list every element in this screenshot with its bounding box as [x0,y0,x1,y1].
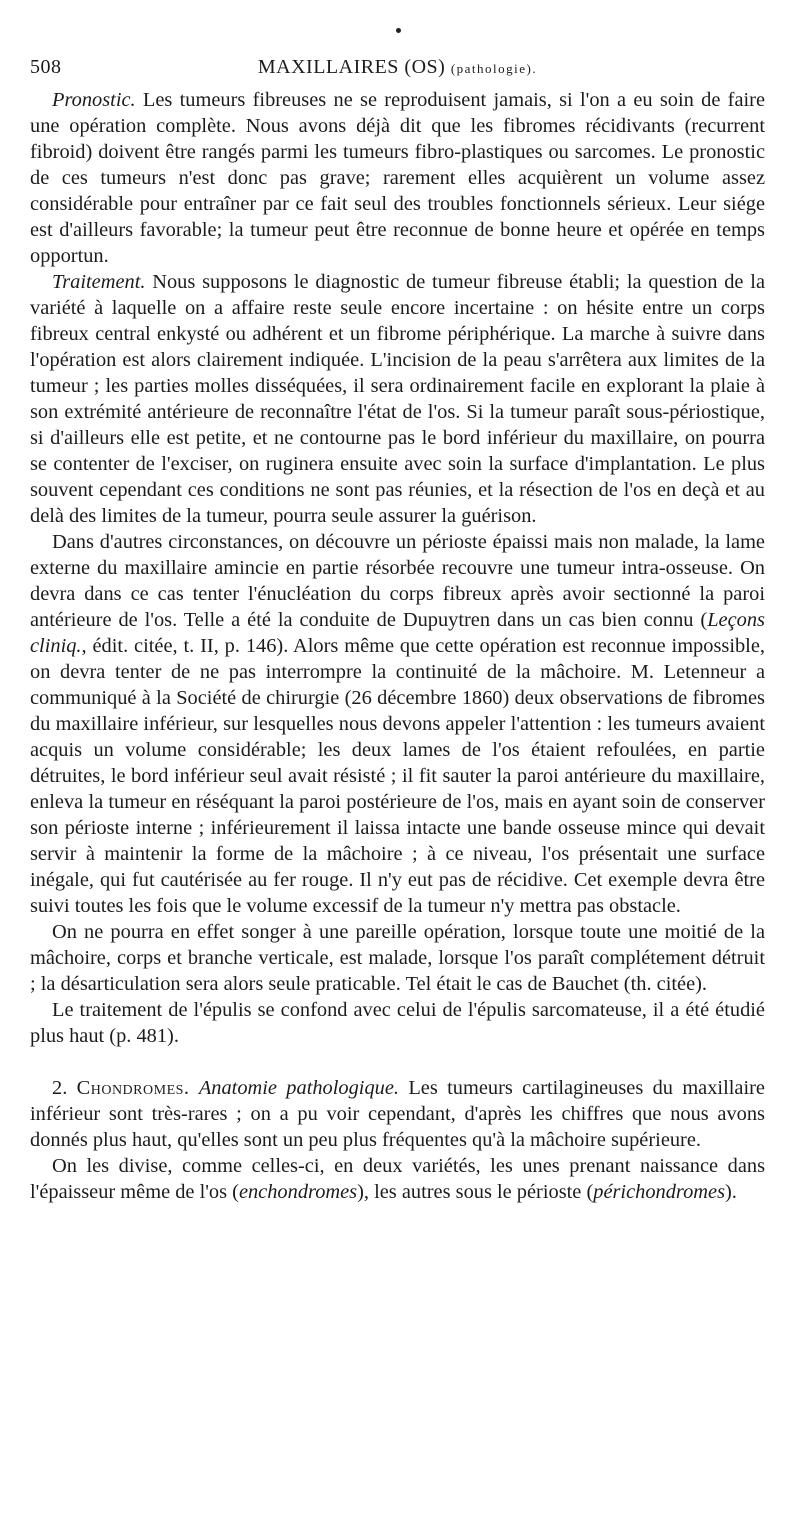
page-number: 508 [30,56,62,78]
term-enchondromes: enchondromes [238,1181,358,1203]
citation-lecons: Leçons cliniq. [30,609,765,657]
text-traitement: Nous supposons le diagnostic de tumeur fibreuse établi; la question de la variété à laquelle on a affaire reste seule encore incertaine : on hésite entre un corps fibreux central enkysté ou adhérent et un fibrome périphérique. La marche à suivre dans l'opération est alors clairement indiquée. L'incision de la peau s'arrêtera aux limites de la tumeur ; les parties molles disséquées, il sera ordinairement facile en explorant la plaie à son extrémité antérieure de reconnaître l'état de l'os. Si la tumeur paraît sous-périostique, si d'ailleurs elle est petite, et ne contourne pas le bord inférieur du maxillaire, on pourra se contenter de l'exciser, on ruginera ensuite avec soin la surface d'implantation. Le plus souvent cependant ces conditions ne sont pas réunies, et la résection de l'os en deçà et au delà des limites de la tumeur, pourra seule assurer la guérison. [30,271,765,527]
lead-traitement: Traitement. [52,271,146,293]
running-header [30,56,765,79]
text-chondromes: Les tumeurs cartilagineuses du maxillaire inférieur sont très-rares ; on a pu voir cependant, d'après les chiffres que nous avons donnés plus haut, qu'elles sont un peu plus fréquentes qu'à la mâchoire supérieure. [30,1077,765,1151]
running-title-sub: (pathologie). [450,61,538,76]
paragraph-varietes [30,1153,765,1205]
paragraph-chondromes [30,1075,765,1153]
paragraph-desarticulation [30,919,765,997]
running-title [90,56,765,79]
text-desarticulation: On ne pourra en effet songer à une pareille opération, lorsque toute une moitié de la mâchoire, corps et branche verticale, est malade, lorsque l'os paraît complétement détruit ; la désarticulation sera alors seule praticable. Tel était le cas de Bauchet (th. citée). [30,921,765,995]
print-mark [396,28,401,33]
text-circonstances-b: , édit. citée, t. II, p. 146). Alors même que cette opération est reconnue impossible, on devra tenter de ne pas interrompre la continuité de la mâchoire. M. Letenneur a communiqué à la Société de chirurgie (26 décembre 1860) deux observations de fibromes du maxillaire inférieur, sur lesquelles nous devons appeler l'attention : les tumeurs avaient acquis un volume considérable; les deux lames de l'os étaient refoulées, en partie détruites, le bord inférieur seul avait résisté ; il fit sauter la paroi antérieure du maxillaire, enleva la tumeur en réséquant la paroi postérieure de l'os, mais en ayant soin de conserver son périoste interne ; inférieurement il laissa intacte une bande osseuse mince qui devait servir à maintenir la forme de la mâchoire ; à ce niveau, l'os présentait une surface inégale, qui fut cautérisée au fer rouge. Il n'y eut pas de récidive. Cet exemple devra être suivi toutes les fois que le volume excessif de la tumeur n'y mettra pas obstacle. [30,635,765,917]
lead-pronostic: Pronostic. [52,89,136,111]
text-pronostic: Les tumeurs fibreuses ne se reproduisent jamais, si l'on a eu soin de faire une opération complète. Nous avons déjà dit que les fibromes récidivants (recurrent fibroid) doivent être rangés parmi les tumeurs fibro-plastiques ou sarcomes. Le pronostic de ces tumeurs n'est donc pas grave; rarement elles acquièrent un volume assez considérable pour entraîner par ce fait seul des troubles fonctionnels sérieux. Leur siége est d'ailleurs favorable; la tumeur peut être reconnue de bonne heure et opérée en temps opportun. [30,89,765,267]
section-number: 2. [52,1077,68,1099]
running-title-main: MAXILLAIRES (OS) [257,56,446,78]
page [30,56,765,1205]
text-circonstances-a: Dans d'autres circonstances, on découvre un périoste épaissi mais non malade, la lame externe du maxillaire amincie en partie résorbée recouvre une tumeur intra-osseuse. On devra dans ce cas tenter l'énucléation du corps fibreux après avoir sectionné la paroi antérieure de l'os. Telle a été la conduite de Dupuytren dans un cas bien connu ( [30,531,765,631]
text-varietes-a: On les divise, comme celles-ci, en deux variétés, les unes prenant naissance dans l'épaisseur même de l'os ( [30,1155,765,1203]
term-perichondromes: périchondromes [593,1181,726,1203]
lead-anatomie: Anatomie pathologique. [198,1077,400,1099]
paragraph-epulis [30,997,765,1049]
text-epulis: Le traitement de l'épulis se confond avec celui de l'épulis sarcomateuse, il a été étudié plus haut (p. 481). [30,999,765,1047]
paragraph-pronostic [30,87,765,269]
text-varietes-b: ), les autres sous le périoste ( [357,1181,594,1203]
paragraph-circonstances [30,529,765,919]
section-label-chondromes: Chondromes. [76,1077,190,1099]
text-varietes-c: ). [725,1181,737,1203]
paragraph-traitement [30,269,765,529]
